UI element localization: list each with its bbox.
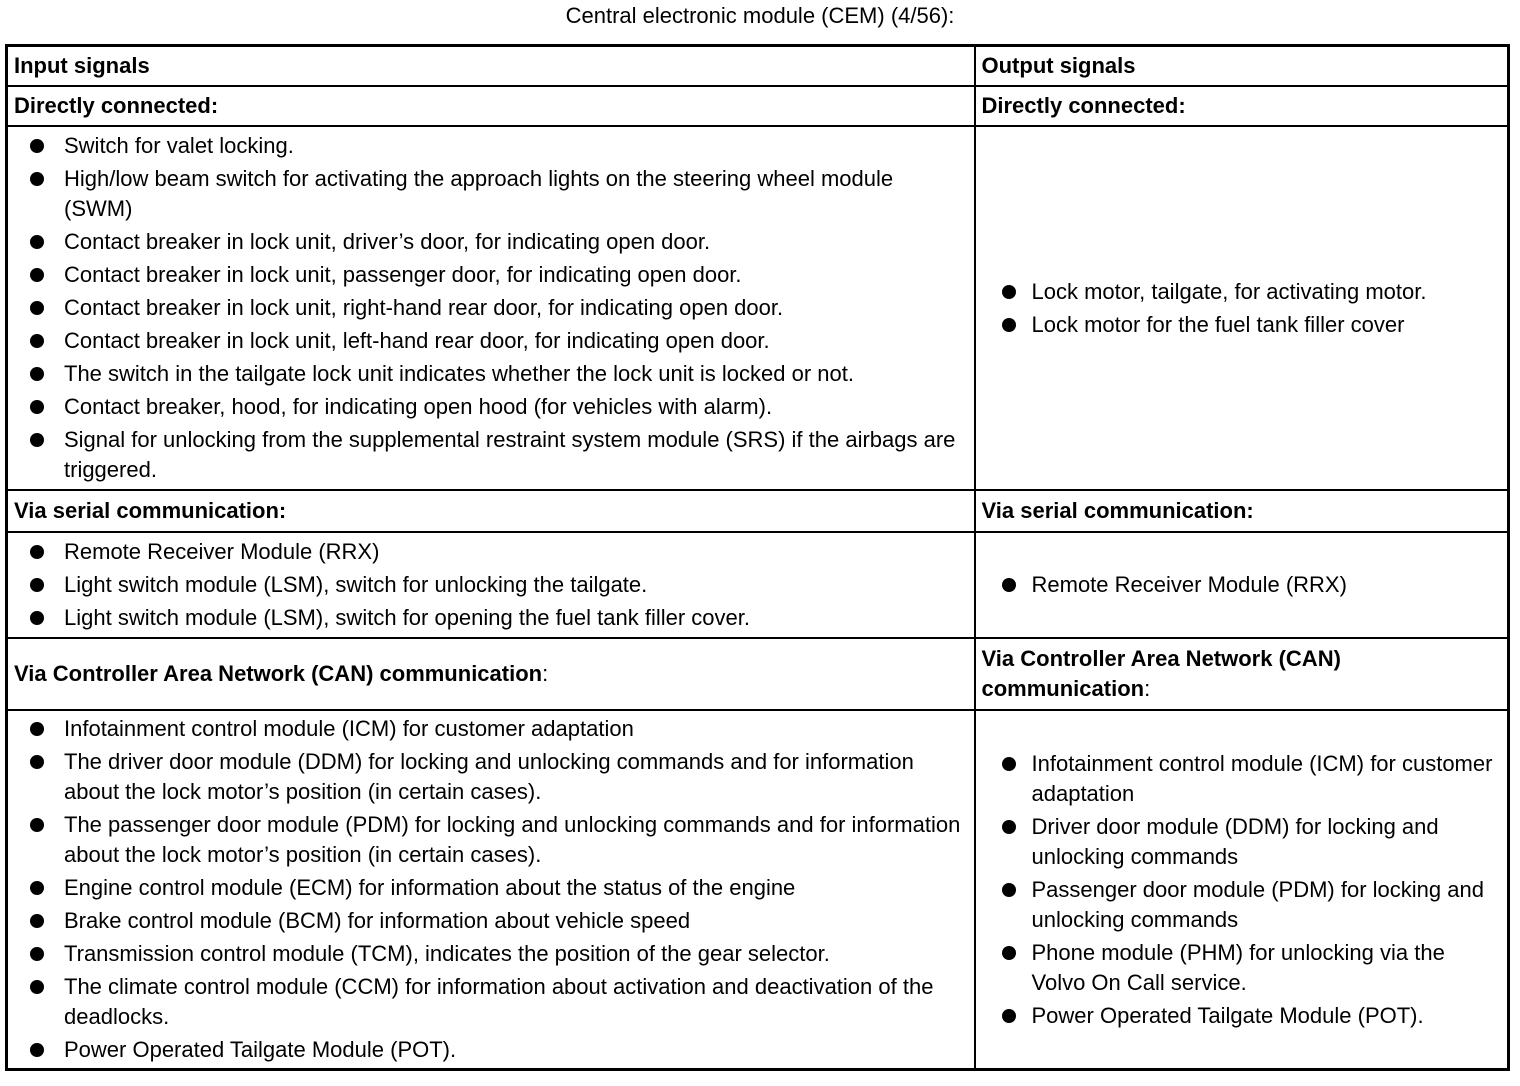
list-item-text: Contact breaker in lock unit, driver’s door, for indicating open door.: [64, 229, 711, 254]
bullet-icon: [30, 578, 44, 592]
list-item: [14, 873, 968, 903]
list-item-text: Passenger door module (PDM) for locking and unlocking commands: [1031, 876, 1484, 932]
list-item-text: Contact breaker in lock unit, left-hand rear door, for indicating open door.: [64, 328, 770, 353]
direct-output-cell: [975, 126, 1509, 490]
bullet-icon: [1002, 1009, 1016, 1023]
list-item: [982, 749, 1502, 809]
direct-input-list: [14, 131, 968, 485]
list-item: [14, 810, 968, 870]
output-signals-header: Output signals: [975, 46, 1509, 87]
bullet-icon: [30, 172, 44, 186]
can-output-list: [982, 749, 1502, 1031]
bullet-icon: [1002, 318, 1016, 332]
list-item: [14, 392, 968, 422]
section-header-row: [7, 638, 1509, 710]
list-item-text: Power Operated Tailgate Module (POT).: [1031, 1002, 1424, 1028]
can-output-cell: [975, 710, 1509, 1070]
list-item-text: Light switch module (LSM), switch for unlocking the tailgate.: [64, 572, 648, 597]
section-body-row: [7, 126, 1509, 490]
serial-input-cell: [7, 532, 975, 638]
section-body-row: [7, 710, 1509, 1070]
list-item: [982, 570, 1502, 600]
list-item: [14, 906, 968, 936]
list-item-text: Infotainment control module (ICM) for customer adaptation: [64, 716, 634, 741]
can-output-label-colon: :: [1144, 676, 1151, 701]
list-item: [14, 164, 968, 224]
list-item: [14, 425, 968, 485]
list-item: [14, 570, 968, 600]
bullet-icon: [30, 367, 44, 381]
list-item-text: Remote Receiver Module (RRX): [64, 539, 380, 564]
serial-output-cell: [975, 532, 1509, 638]
list-item: [982, 310, 1502, 340]
bullet-icon: [30, 1043, 44, 1057]
serial-input-label: Via serial communication:: [7, 490, 975, 532]
list-item-text: Contact breaker in lock unit, passenger door, for indicating open door.: [64, 262, 742, 287]
bullet-icon: [1002, 946, 1016, 960]
bullet-icon: [1002, 883, 1016, 897]
bullet-icon: [30, 755, 44, 769]
list-item-text: Brake control module (BCM) for information about vehicle speed: [64, 908, 691, 933]
bullet-icon: [1002, 578, 1016, 592]
bullet-icon: [30, 947, 44, 961]
list-item-text: Infotainment control module (ICM) for customer adaptation: [1031, 750, 1493, 806]
can-input-cell: [7, 710, 975, 1070]
bullet-icon: [30, 301, 44, 315]
list-item-text: Phone module (PHM) for unlocking via the Volvo On Call service.: [1031, 939, 1445, 995]
list-item: [14, 972, 968, 1032]
list-item: [982, 277, 1502, 307]
bullet-icon: [30, 611, 44, 625]
bullet-icon: [30, 818, 44, 832]
list-item-text: Transmission control module (TCM), indicates the position of the gear selector.: [64, 941, 830, 966]
list-item-text: The passenger door module (PDM) for locking and unlocking commands and for information about the lock motor’s position (in certain cases).: [64, 812, 961, 867]
serial-output-list: [982, 570, 1502, 600]
list-item-text: Signal for unlocking from the supplemental restraint system module (SRS) if the airbags are triggered.: [64, 427, 956, 482]
list-item-text: Contact breaker, hood, for indicating open hood (for vehicles with alarm).: [64, 394, 773, 419]
bullet-icon: [30, 881, 44, 895]
list-item: [14, 1035, 968, 1065]
can-input-label-colon: :: [542, 661, 549, 686]
list-item-text: Lock motor for the fuel tank filler cover: [1031, 311, 1405, 337]
list-item-text: Switch for valet locking.: [64, 133, 294, 158]
signals-table: [5, 44, 1510, 1071]
list-item: [14, 537, 968, 567]
bullet-icon: [30, 722, 44, 736]
direct-input-cell: [7, 126, 975, 490]
can-output-label-bold: Via Controller Area Network (CAN) communication: [981, 646, 1341, 701]
list-item: [14, 603, 968, 633]
list-item-text: Power Operated Tailgate Module (POT).: [64, 1037, 457, 1062]
list-item: [14, 260, 968, 290]
list-item-text: The switch in the tailgate lock unit indicates whether the lock unit is locked or not.: [64, 361, 854, 386]
list-item-text: The climate control module (CCM) for information about activation and deactivation of the deadlocks.: [64, 974, 934, 1029]
bullet-icon: [30, 400, 44, 414]
list-item: [14, 131, 968, 161]
direct-output-list: [982, 277, 1502, 340]
list-item: [14, 326, 968, 356]
bullet-icon: [30, 334, 44, 348]
list-item: [14, 293, 968, 323]
section-header-row: [7, 86, 1509, 126]
list-item-text: The driver door module (DDM) for locking and unlocking commands and for information about the lock motor’s position (in certain cases).: [64, 749, 914, 804]
bullet-icon: [30, 433, 44, 447]
list-item: [14, 939, 968, 969]
list-item: [982, 1001, 1502, 1031]
list-item-text: Remote Receiver Module (RRX): [1031, 572, 1347, 597]
list-item-text: Contact breaker in lock unit, right-hand rear door, for indicating open door.: [64, 295, 784, 320]
list-item: [14, 359, 968, 389]
bullet-icon: [1002, 757, 1016, 771]
bullet-icon: [30, 980, 44, 994]
bullet-icon: [1002, 820, 1016, 834]
list-item-text: Driver door module (DDM) for locking and unlocking commands: [1031, 813, 1439, 869]
table-header-row: [7, 46, 1509, 87]
input-signals-header: Input signals: [7, 46, 975, 87]
can-output-label: [975, 638, 1509, 710]
list-item-text: High/low beam switch for activating the approach lights on the steering wheel module (SWM): [64, 166, 894, 221]
bullet-icon: [30, 139, 44, 153]
bullet-icon: [30, 268, 44, 282]
list-item: [982, 938, 1502, 998]
bullet-icon: [30, 235, 44, 249]
list-item: [14, 227, 968, 257]
section-body-row: [7, 532, 1509, 638]
list-item-text: Lock motor, tailgate, for activating motor.: [1031, 278, 1427, 304]
direct-output-label: Directly connected:: [975, 86, 1509, 126]
can-input-list: [14, 714, 968, 1065]
list-item: [982, 875, 1502, 935]
list-item: [982, 812, 1502, 872]
section-header-row: [7, 490, 1509, 532]
list-item: [14, 714, 968, 744]
serial-output-label: Via serial communication:: [975, 490, 1509, 532]
list-item-text: Light switch module (LSM), switch for opening the fuel tank filler cover.: [64, 605, 750, 630]
bullet-icon: [30, 545, 44, 559]
bullet-icon: [1002, 285, 1016, 299]
can-input-label-bold: Via Controller Area Network (CAN) communication: [14, 661, 543, 686]
serial-input-list: [14, 537, 968, 633]
can-input-label: [7, 638, 975, 710]
page-title: Central electronic module (CEM) (4/56):: [565, 3, 955, 28]
list-item: [14, 747, 968, 807]
direct-input-label: Directly connected:: [7, 86, 975, 126]
list-item-text: Engine control module (ECM) for information about the status of the engine: [64, 875, 796, 900]
bullet-icon: [30, 914, 44, 928]
